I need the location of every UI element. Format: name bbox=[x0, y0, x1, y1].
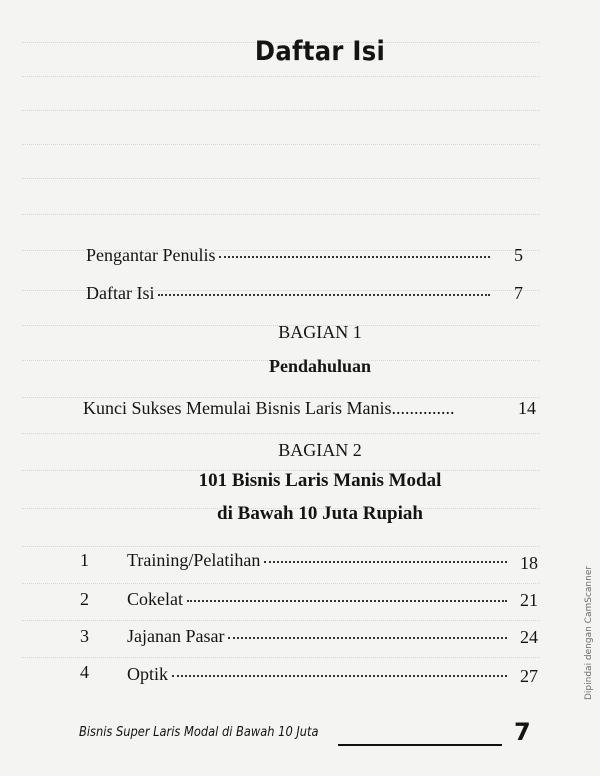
toc-row-label: Cokelat bbox=[127, 589, 183, 609]
dot-leader bbox=[187, 600, 507, 602]
toc-row-label: Jajanan Pasar bbox=[127, 626, 225, 646]
toc-row-pengantar bbox=[86, 245, 523, 266]
dot-leader bbox=[228, 637, 507, 639]
toc-row-page: 7 bbox=[514, 283, 523, 303]
toc-row-item bbox=[127, 550, 538, 573]
toc-row-page: 24 bbox=[520, 627, 538, 647]
toc-row-label: Pengantar Penulis bbox=[86, 245, 216, 265]
toc-row-page: 18 bbox=[520, 553, 538, 573]
toc-item-number: 2 bbox=[80, 589, 89, 609]
part2-subtitle-line2: di Bawah 10 Juta Rupiah bbox=[217, 503, 423, 524]
toc-row-label: Daftar Isi bbox=[86, 283, 155, 303]
part2-subtitle-line1: 101 Bisnis Laris Manis Modal bbox=[198, 470, 442, 491]
dot-leader bbox=[264, 561, 507, 563]
footer-rule bbox=[338, 744, 502, 746]
part2-heading: BAGIAN 2 bbox=[278, 440, 362, 460]
toc-row-item bbox=[127, 589, 538, 610]
toc-row-page: 14 bbox=[518, 398, 536, 418]
toc-row-label: Optik bbox=[127, 664, 169, 684]
dot-leader bbox=[158, 294, 490, 296]
toc-row-daftar-isi bbox=[86, 283, 523, 304]
toc-item-number: 3 bbox=[80, 626, 89, 646]
scanner-watermark: Dipindai dengan CamScanner bbox=[584, 565, 594, 700]
footer-page-number: 7 bbox=[514, 718, 531, 746]
part1-subtitle: Pendahuluan bbox=[268, 356, 372, 376]
dot-leader bbox=[219, 256, 490, 258]
page-title: Daftar Isi bbox=[254, 36, 386, 67]
toc-row-item bbox=[127, 664, 538, 686]
toc-row-page: 5 bbox=[514, 245, 523, 265]
toc-item-number: 4 bbox=[80, 662, 89, 682]
toc-row-kunci-sukses bbox=[83, 398, 543, 419]
running-footer-title: Bisnis Super Laris Modal di Bawah 10 Juta bbox=[79, 725, 319, 740]
toc-row-page: 27 bbox=[520, 666, 538, 686]
toc-row-item bbox=[127, 626, 538, 647]
toc-row-label: Kunci Sukses Memulai Bisnis Laris Manis.............. bbox=[83, 398, 455, 418]
toc-item-number: 1 bbox=[80, 550, 89, 570]
part1-heading: BAGIAN 1 bbox=[278, 322, 362, 342]
dot-leader bbox=[172, 675, 507, 677]
toc-row-label: Training/Pelatihan bbox=[127, 550, 261, 570]
toc-row-page: 21 bbox=[520, 590, 538, 610]
